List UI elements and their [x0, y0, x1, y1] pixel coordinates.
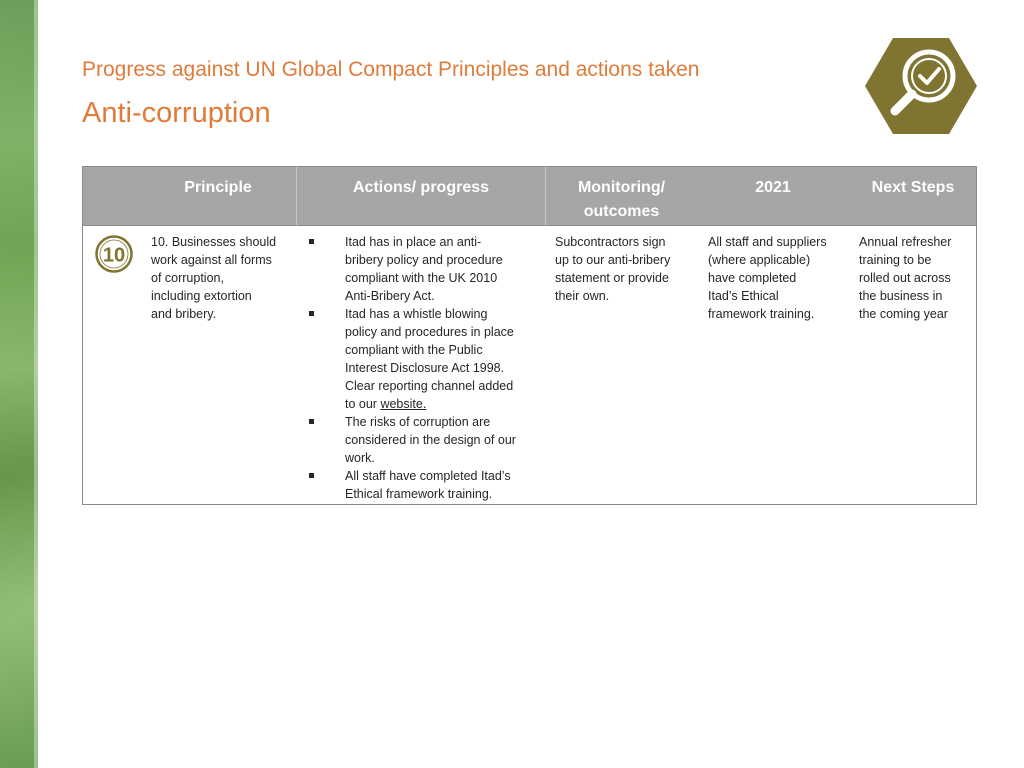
- table-header: [83, 167, 976, 226]
- monitoring-cell: Subcontractors sign up to our anti-bribery statement or provide their own.: [555, 235, 671, 303]
- list-item: The risks of corruption are considered in the design of our work.: [307, 413, 537, 467]
- column-header-monitoring: Monitoring/ outcomes: [577, 179, 666, 220]
- list-item: All staff have completed Itad’s Ethical framework training.: [307, 467, 537, 503]
- column-header-2021: 2021: [755, 179, 791, 196]
- principle-cell: 10. Businesses should work against all forms of corruption, including extortion and bribery.: [151, 235, 277, 321]
- actions-list: [307, 233, 537, 503]
- page-title: Anti-corruption: [82, 97, 271, 129]
- list-item: Itad has in place an anti- bribery policy and procedure compliant with the UK 2010 Anti-Bribery Act.: [307, 233, 537, 305]
- svg-text:10: 10: [102, 244, 126, 267]
- decorative-side-strip: [0, 0, 38, 768]
- column-header-principle: Principle: [184, 179, 252, 196]
- principle-number-badge: [95, 235, 133, 273]
- next-steps-cell: Annual refresher training to be rolled out across the business in the coming year: [859, 235, 952, 321]
- column-header-next-steps: Next Steps: [871, 179, 955, 196]
- page-subtitle: Progress against UN Global Compact Principles and actions taken: [82, 58, 700, 81]
- column-header-actions: Actions/ progress: [352, 179, 490, 196]
- list-item: Itad has a whistle blowing policy and procedures in place compliant with the Public Interest Disclosure Act 1998. Clear reporting channel added to our website.: [307, 305, 537, 413]
- year-2021-cell: All staff and suppliers (where applicable) have completed Itad’s Ethical framework training.: [708, 235, 827, 321]
- magnifier-check-icon: [865, 38, 977, 134]
- website-link[interactable]: website.: [380, 397, 427, 411]
- principles-table: [82, 166, 977, 505]
